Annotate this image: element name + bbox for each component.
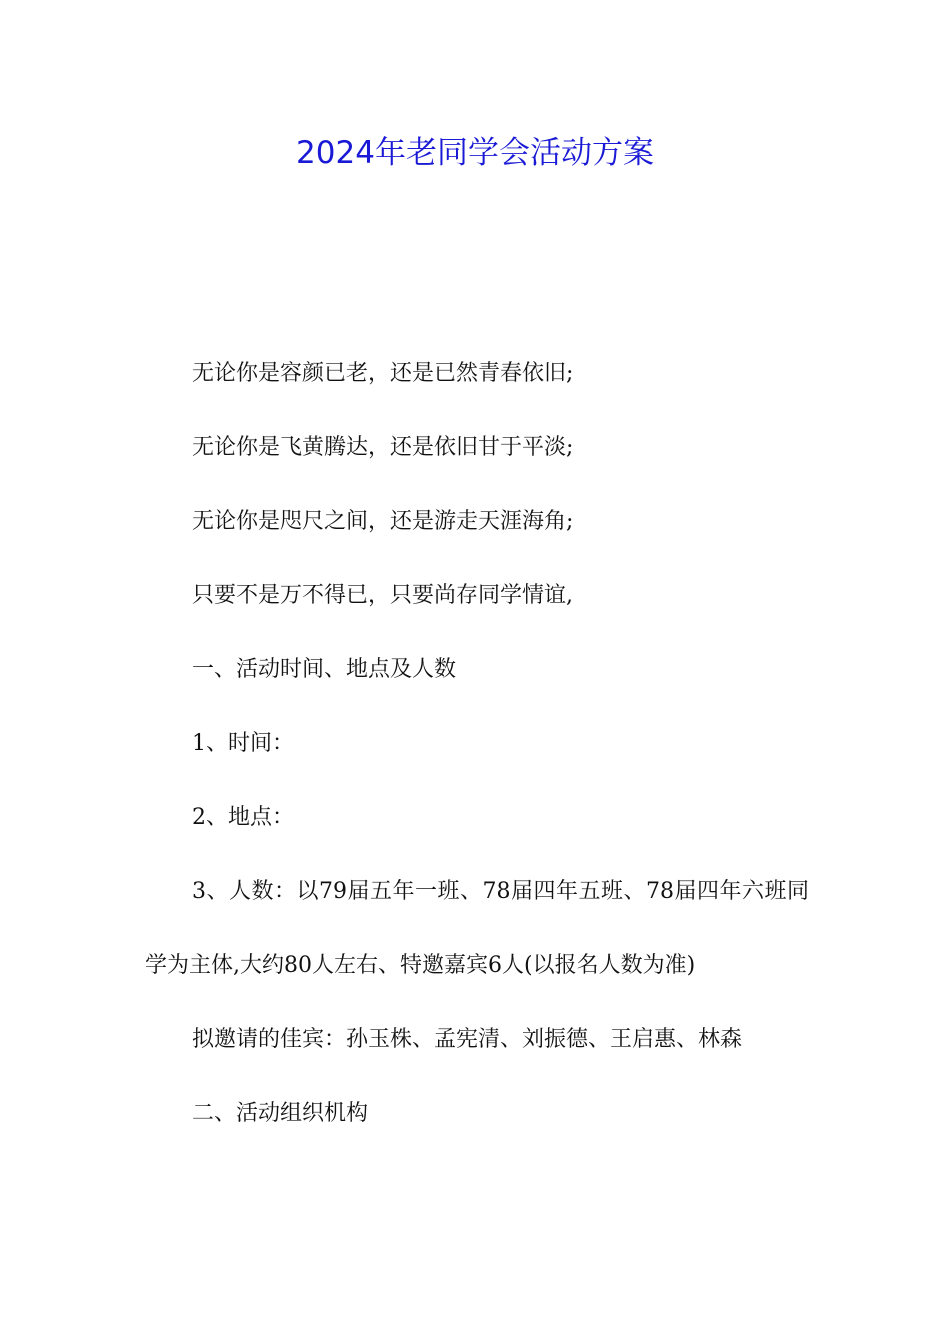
document-title: 2024年老同学会活动方案 [296,135,654,171]
list-item-time: 1、时间： [192,731,294,756]
list-item-location: 2、地点： [192,805,294,830]
paragraph: 无论你是咫尺之间，还是游走天涯海角; [192,509,574,534]
list-item-attendance: 3、人数：以79届五年一班、78届四年五班、78届四年六班同学为主体,大约80人左右、特邀嘉宾6人(以报名人数为准) [145,879,809,978]
section-heading: 一、活动时间、地点及人数 [192,657,457,682]
paragraph: 无论你是飞黄腾达，还是依旧甘于平淡; [192,435,574,460]
section-heading: 二、活动组织机构 [192,1101,369,1126]
document-body [145,337,809,1151]
paragraph: 无论你是容颜已老，还是已然青春依旧; [192,361,574,386]
guest-list: 拟邀请的佳宾：孙玉株、孟宪清、刘振德、王启惠、林森 [192,1027,743,1052]
paragraph: 只要不是万不得已，只要尚存同学情谊, [192,583,573,608]
